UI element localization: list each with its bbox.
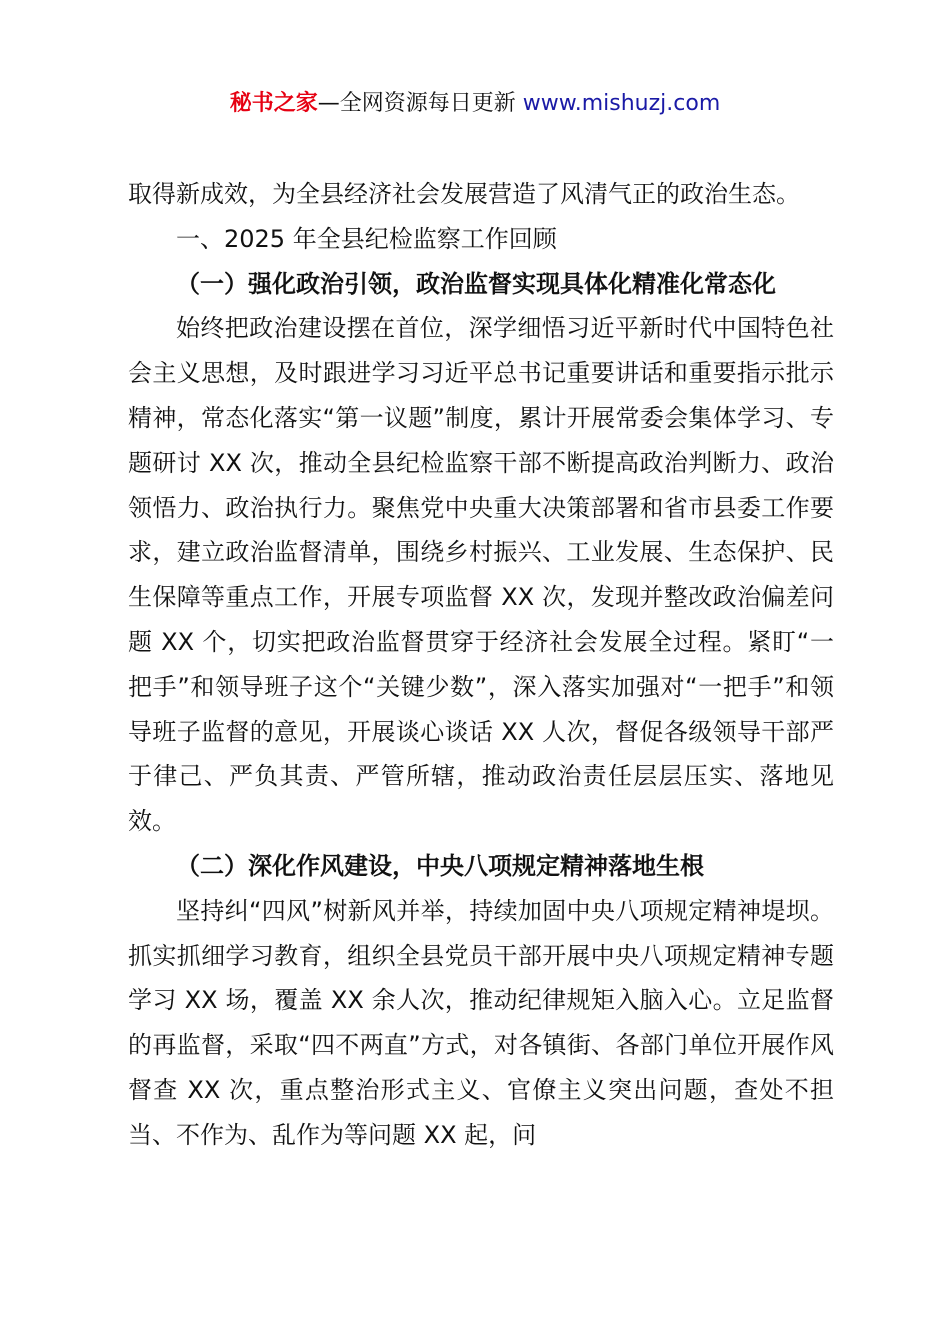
subsection-heading-1: （一）强化政治引领，政治监督实现具体化精准化常态化 [176, 269, 776, 298]
body-paragraph-2: 坚持纠“四风”树新风并举，持续加固中央八项规定精神堤坝。抓实抓细学习教育，组织全县党员干部开展中央八项规定精神专题学习 XX 场，覆盖 XX 余人次，推动纪律规矩入脑入心。立足监督的再监督，采取“四不两直”方式，对各镇街、各部门单位开展作风督查 XX 次，重点整治形式主义、官僚主义突出问题，查处不担当、不作为、乱作为等问题 XX 起，问 [128, 896, 834, 1149]
continuation-paragraph: 取得新成效，为全县经济社会发展营造了风清气正的政治生态。 [128, 180, 800, 208]
document-body [128, 172, 834, 1158]
body-paragraph-1: 始终把政治建设摆在首位，深学细悟习近平新时代中国特色社会主义思想，及时跟进学习习近平总书记重要讲话和重要指示批示精神，常态化落实“第一议题”制度，累计开展常委会集体学习、专题研讨 XX 次，推动全县纪检监察干部不断提高政治判断力、政治领悟力、政治执行力。聚焦党中央重大决策部署和省市县委工作要求，建立政治监督清单，围绕乡村振兴、工业发展、生态保护、民生保障等重点工作，开展专项监督 XX 次，发现并整改政治偏差问题 XX 个，切实把政治监督贯穿于经济社会发展全过程。紧盯“一把手”和领导班子这个“关键少数”，深入落实加强对“一把手”和领导班子监督的意见，开展谈心谈话 XX 人次，督促各级领导干部严于律己、严负其责、严管所辖，推动政治责任层层压实、落地见效。 [128, 314, 834, 836]
header-url[interactable]: www.mishuzj.com [522, 91, 721, 116]
header-brand: 秘书之家 [229, 91, 318, 116]
section-heading: 一、2025 年全县纪检监察工作回顾 [176, 224, 557, 253]
subsection-heading-2: （二）深化作风建设，中央八项规定精神落地生根 [176, 851, 704, 880]
header-tagline: —全网资源每日更新 [317, 91, 523, 116]
page-header [0, 88, 950, 120]
